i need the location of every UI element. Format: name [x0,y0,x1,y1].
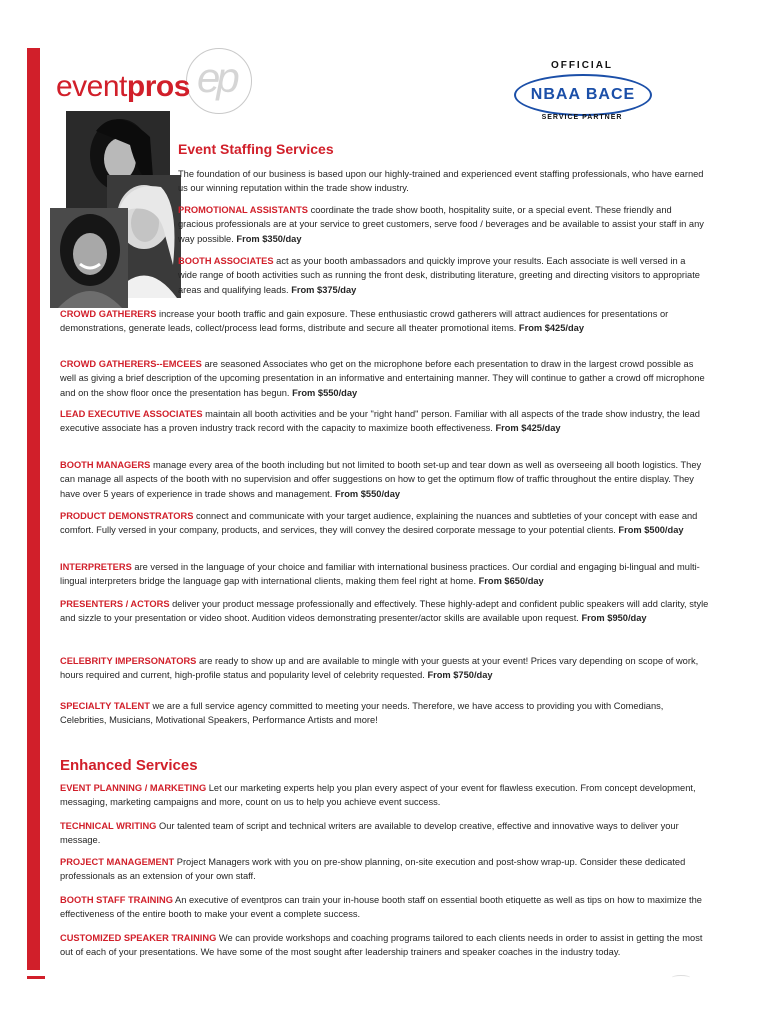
logo-monogram: ep [197,54,236,101]
footer-mark [672,975,690,980]
service-description: are ready to show up and are available to mingle with your guests at your event! Prices vary depending on scope of work, hours required and current, high-profile status and popularity level of celebrity requested. [60,656,699,681]
service-price: From $550/day [292,387,358,398]
service-label: BOOTH MANAGERS [60,460,151,470]
official-partner-badge [512,58,652,128]
service-price: From $550/day [334,488,401,499]
service-description: coordinate the trade show booth, hospitality suite, or a special event. These friendly and gracious professionals are at your service to greet customers, serve food / beverages and be available to assist your staff in any way possible. [178,205,704,244]
service-price: From $500/day [618,525,684,536]
service-description: maintain all booth activities and be your "right hand" person. Familiar with all aspects of the trade show industry, the lead executive associate has a proven industry track record with the capacity to maximize booth effectiveness. [60,409,700,434]
service-label: INTERPRETERS [60,562,132,572]
service-label: PROJECT MANAGEMENT [60,857,175,867]
service-description: connect and communicate with your target audience, explaining the nuances and subtleties of your concept with ease and comfort. Fully versed in your company, products, and services, they will convey the desired corporate message to your potential clients. [60,511,698,536]
service-price: From $350/day [236,233,302,244]
logo-monogram-ring [186,48,252,114]
left-red-bar-tail [27,976,45,979]
service-label: EVENT PLANNING / MARKETING [60,783,207,793]
service-description: We can provide workshops and coaching programs tailored to each clients needs in order to assist in getting the most out of each of your presentations. We have some of the most sought after leadership trainers and speaker coaches in the industry today. [60,933,703,958]
staffing-item [60,560,710,589]
service-label: SPECIALTY TALENT [60,701,150,711]
service-description: are versed in the language of your choice and familiar with international business practices. Our cordial and engaging bi-lingual and multi-lingual interpreters bridge the language gap with international clients, making them feel right at home. [60,562,700,587]
service-price: From $425/day [495,423,561,434]
service-description: manage every area of the booth including but not limited to booth set-up and tear down as well as overseeing all booth logistics. They can manage all aspects of the booth with no supervision and offer suggestions on how to get the optimum flow of traffic throughout the entire display. They have over 5 years of experience in trade shows and management. [60,460,702,499]
staffing-item [60,654,710,683]
enhanced-item [60,819,710,848]
staffing-item [60,307,710,336]
staffing-item [60,597,710,626]
service-description: we are a full service agency committed to meeting your needs. Therefore, we have access to providing you with Comedians, Celebrities, Musicians, Motivational Speakers, Performance Artists and more! [60,701,664,726]
service-description: deliver your product message professionally and effectively. These highly-adept and confident public speakers will add clarity, style and sizzle to your presentation or video shoot. Audition videos demonstrating presenter/actor skills are available upon request. [60,599,709,624]
staffing-services-title: Event Staffing Services [178,141,334,157]
service-label: BOOTH STAFF TRAINING [60,895,173,905]
service-description: are seasoned Associates who get on the microphone before each presentation to draw in the largest crowd possible as well as giving a brief description of the upcoming presentation in an informative and entertaining manner. They will continue to gather a crowd off microphone and on the show floor once the presentation has begun. [60,359,705,398]
enhanced-item [60,781,710,810]
staffing-item [60,699,710,728]
service-label: CUSTOMIZED SPEAKER TRAINING [60,933,217,943]
service-label: PROMOTIONAL ASSISTANTS [178,205,308,215]
left-red-bar [27,48,40,970]
service-label: CROWD GATHERERS--EMCEES [60,359,202,369]
staffing-item [60,509,710,538]
intro-paragraph: The foundation of our business is based upon our highly-trained and experienced event staffing professionals, who have earned us our winning reputation within the trade show industry. [178,169,704,194]
service-description: Let our marketing experts help you plan every aspect of your event for flawless execution. From concept development, messaging, marketing campaigns and more, count on us to help you achieve event success. [60,783,696,808]
enhanced-item [60,855,710,884]
service-description: Project Managers work with you on pre-show planning, on-site execution and post-show wrap-up. Consider these dedicated professionals as an extension of your own staff. [60,857,686,882]
badge-top-text: OFFICIAL [550,60,614,71]
service-label: CROWD GATHERERS [60,309,157,319]
badge-bottom-text: SERVICE PARTNER [541,114,623,121]
staffing-item [178,203,706,246]
logo-wordmark [56,70,190,104]
service-price: From $950/day [581,613,647,624]
service-price: From $375/day [291,284,357,295]
service-description: Our talented team of script and technical writers are available to develop creative, effective and innovative ways to deliver your message. [60,821,679,846]
staff-photo-3 [50,208,128,308]
logo-word-bold: pros [126,70,190,103]
enhanced-services-title: Enhanced Services [60,757,198,774]
service-label: BOOTH ASSOCIATES [178,256,274,266]
badge-ellipse [514,74,652,116]
service-price: From $650/day [478,576,544,587]
enhanced-item [60,931,710,960]
service-price: From $425/day [518,323,585,334]
staffing-item [60,357,710,400]
staffing-item [178,254,706,297]
service-label: CELEBRITY IMPERSONATORS [60,656,197,666]
service-label: PRODUCT DEMONSTRATORS [60,511,194,521]
service-label: TECHNICAL WRITING [60,821,157,831]
service-description: act as your booth ambassadors and quickly improve your results. Each associate is well versed in a wide range of booth activities such as running the front desk, distributing literature, greeting and directing visitors to appropriate areas and qualifying leads. [178,256,700,295]
service-description: increase your booth traffic and gain exposure. These enthusiastic crowd gatherers will attract audiences for presentations or demonstrations, generate leads, collect/process lead forms, distribute and secure all theater promotional items. [60,309,669,334]
service-label: PRESENTERS / ACTORS [60,599,170,609]
service-description: An executive of eventpros can train your in-house booth staff on essential booth etiquette as well as tips on how to maximize the effectiveness of the entire booth to make your event a complete success. [60,895,702,920]
service-price: From $750/day [427,670,493,681]
service-label: LEAD EXECUTIVE ASSOCIATES [60,409,203,419]
logo-word-regular: event [56,70,127,103]
enhanced-item [60,893,710,922]
badge-main-text: NBAA BACE [530,86,636,103]
staffing-item [60,407,710,436]
staffing-item [60,458,710,501]
